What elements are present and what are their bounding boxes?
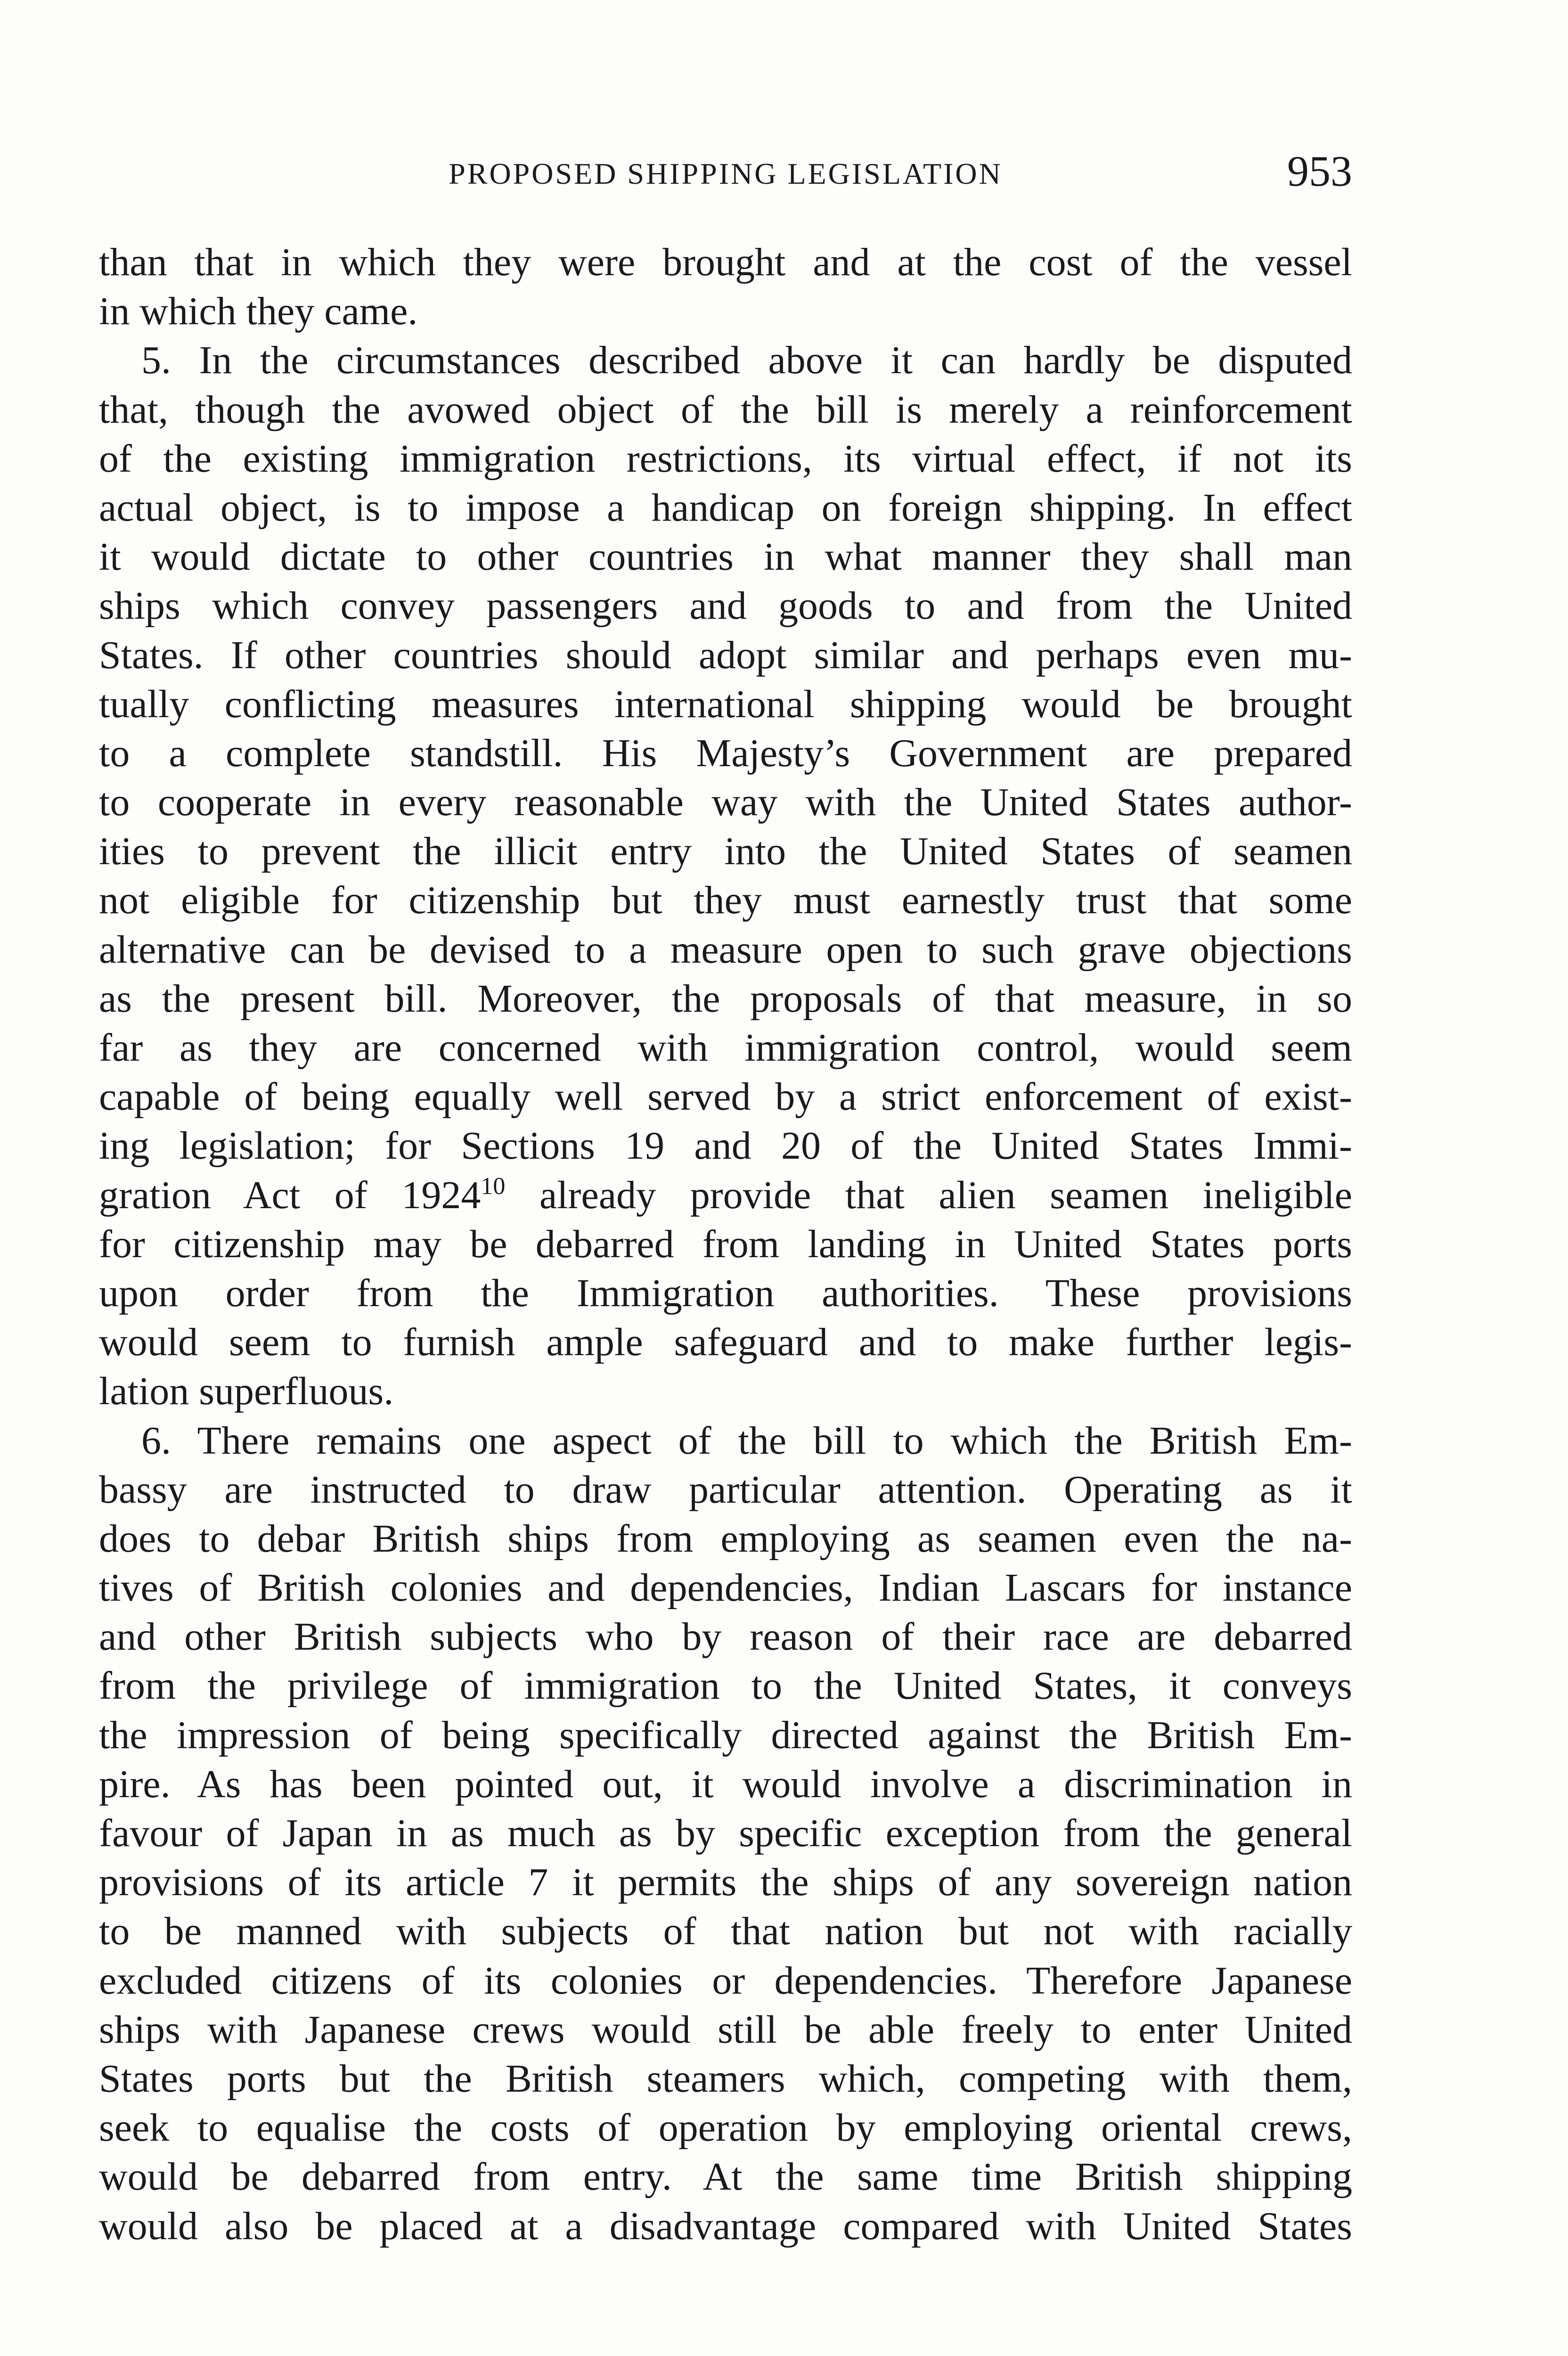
text-line: far as they are concerned with immigration control, would seem (99, 1026, 1352, 1070)
body-text (99, 238, 1352, 2251)
text-line: the impression of being specifically directed against the British Em- (99, 1713, 1352, 1757)
text-line: alternative can be devised to a measure open to such grave objections (99, 927, 1352, 972)
text-line: would also be placed at a disadvantage compared with United States (99, 2204, 1352, 2248)
text-line: capable of being equally well served by a strict enforcement of exist- (99, 1075, 1352, 1119)
text-line: States ports but the British steamers which, competing with them, (99, 2056, 1352, 2101)
text-line: tives of British colonies and dependencies, Indian Lascars for instance (99, 1566, 1352, 1610)
text-segment: already provide that alien seamen ineligible (505, 1173, 1352, 1217)
text-line: as the present bill. Moreover, the proposals of that measure, in so (99, 976, 1352, 1021)
footnote-reference: 10 (481, 1172, 506, 1200)
text-line: bassy are instructed to draw particular attention. Operating as it (99, 1467, 1352, 1512)
text-line: does to debar British ships from employing as seamen even the na- (99, 1516, 1352, 1561)
text-line: seek to equalise the costs of operation by employing oriental crews, (99, 2106, 1352, 2150)
text-line: States. If other countries should adopt similar and perhaps even mu- (99, 633, 1352, 677)
text-line: ships with Japanese crews would still be able freely to enter United (99, 2007, 1352, 2052)
text-line: to be manned with subjects of that nation but not with racially (99, 1909, 1352, 1954)
text-line: to cooperate in every reasonable way with the United States author- (99, 780, 1352, 825)
page-number: 953 (1287, 147, 1352, 195)
text-line: than that in which they were brought and at the cost of the vessel (99, 240, 1352, 284)
text-line: would seem to furnish ample safeguard and to make further legis- (99, 1320, 1352, 1365)
text-line: from the privilege of immigration to the United States, it conveys (99, 1664, 1352, 1708)
text-line: upon order from the Immigration authorities. These provisions (99, 1271, 1352, 1315)
paragraph-5-start: 5. In the circumstances described above it can hardly be disputed (141, 338, 1352, 383)
text-line: excluded citizens of its colonies or dependencies. Therefore Japanese (99, 1958, 1352, 2003)
text-line: not eligible for citizenship but they must earnestly trust that some (99, 878, 1352, 923)
text-line: lation superfluous. (99, 1369, 394, 1414)
text-line-with-footnote-ref (99, 1171, 1352, 1220)
text-line: to a complete standstill. His Majesty’s Government are prepared (99, 731, 1352, 775)
text-line: would be debarred from entry. At the same time British shipping (99, 2155, 1352, 2199)
text-line: actual object, is to impose a handicap on foreign shipping. In effect (99, 485, 1352, 530)
text-segment: gration Act of 1924 (99, 1173, 481, 1217)
paragraph-6-start: 6. There remains one aspect of the bill to which the British Em- (141, 1418, 1352, 1463)
text-line: that, though the avowed object of the bill is merely a reinforcement (99, 387, 1352, 432)
text-line: ing legislation; for Sections 19 and 20 of the United States Immi- (99, 1124, 1352, 1168)
running-head (99, 146, 1352, 203)
text-line: and other British subjects who by reason of their race are debarred (99, 1615, 1352, 1659)
text-line: ities to prevent the illicit entry into the United States of seamen (99, 829, 1352, 874)
text-line: tually conflicting measures international shipping would be brought (99, 682, 1352, 726)
text-line: pire. As has been pointed out, it would involve a discrimination in (99, 1762, 1352, 1806)
text-line: for citizenship may be debarred from landing in United States ports (99, 1222, 1352, 1266)
running-title: PROPOSED SHIPPING LEGISLATION (449, 157, 1003, 190)
text-line: favour of Japan in as much as by specific exception from the general (99, 1811, 1352, 1855)
text-line: in which they came. (99, 289, 418, 334)
text-line: provisions of its article 7 it permits the ships of any sovereign nation (99, 1860, 1352, 1905)
text-line: it would dictate to other countries in what manner they shall man (99, 535, 1352, 579)
text-line: ships which convey passengers and goods to and from the United (99, 584, 1352, 628)
text-line: of the existing immigration restrictions, its virtual effect, if not its (99, 436, 1352, 481)
